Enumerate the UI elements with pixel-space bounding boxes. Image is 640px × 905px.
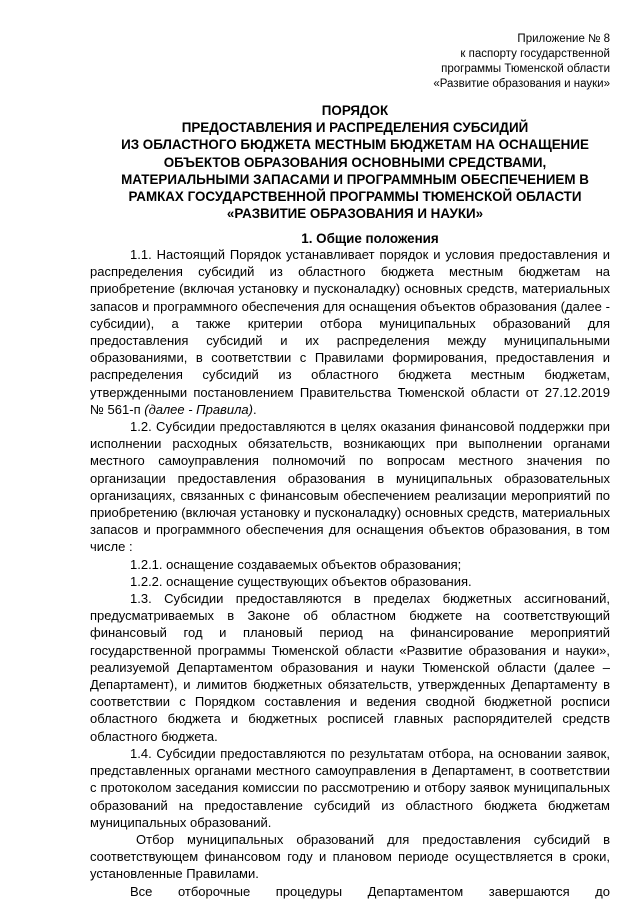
appendix-line: к паспорту государственной [460, 48, 610, 60]
title-line: РАМКАХ ГОСУДАРСТВЕННОЙ ПРОГРАММЫ ТЮМЕНСКОЙ ОБЛАСТИ [128, 189, 582, 205]
appendix-line: Приложение № 8 [517, 33, 610, 45]
document-title [60, 102, 640, 222]
appendix-line: «Развитие образования и науки» [433, 78, 610, 90]
paragraph-1-4: 1.4. Субсидии предоставляются по результатам отбора, на основании заявок, представленных органами местного самоуправления в Департамент, в соответствии с протоколом заседания комиссии по рассмотрению и отбору заявок муниципальных образований на предоставление субсидий из областного бюджета бюджетам муниципальных образований. [90, 745, 610, 830]
paragraph-1-3: 1.3. Субсидии предоставляются в пределах бюджетных ассигнований, предусматриваемых в Законе об областном бюджете на соответствующий финансовый год и плановый период на финансирование мероприятий государственной программы Тюменской области «Развитие образования и науки», реализуемой Департаментом образования и науки Тюменской области (далее – Департамент), и лимитов бюджетных обязательств, утвержденных Департаменту в соответствии с Порядком составления и ведения сводной бюджетной росписи областного бюджета и бюджетных росписей главных распорядителей средств областного бюджета. [90, 591, 610, 744]
paragraph-text: . [252, 401, 257, 417]
title-line: ПОРЯДОК [321, 103, 389, 118]
title-line: ОБЪЕКТОВ ОБРАЗОВАНИЯ ОСНОВНЫМИ СРЕДСТВАМИ, [163, 154, 547, 170]
paragraph-text: 1.1. Настоящий Порядок устанавливает порядок и условия предоставления и распределения субсидий из областного бюджета местным бюджетам на приобретение (включая установку и пусконаладку) основных средств, материальных запасов и программного обеспечения для оснащения объектов образования (далее - субсидии), а также критерии отбора муниципальных образований для предоставления субсидий и их распределения между муниципальными образованиями, в соответствии с Правилами формирования, предоставления и распределения субсидий из областного бюджета местным бюджетам, утвержденными постановлением Правительства Тюменской области от 27.12.2019 № 561-п [90, 247, 610, 417]
paragraph-last: Все отборочные процедуры Департаментом завершаются до [130, 883, 610, 899]
title-line: МАТЕРИАЛЬНЫМИ ЗАПАСАМИ И ПРОГРАММНЫМ ОБЕСПЕЧЕНИЕМ В [121, 171, 589, 187]
appendix-line: программы Тюменской области [441, 63, 610, 75]
section-heading: 1. Общие положения [301, 231, 439, 246]
paragraph-selection: Отбор муниципальных образований для предоставления субсидий в соответствующем финансовом году и плановом периоде осуществляется в сроки, установленные Правилами. [90, 831, 610, 882]
paragraph-1-2-1: 1.2.1. оснащение создаваемых объектов образования; [130, 556, 462, 572]
title-line: ИЗ ОБЛАСТНОГО БЮДЖЕТА МЕСТНЫМ БЮДЖЕТАМ НА ОСНАЩЕНИЕ [121, 137, 589, 153]
appendix-note [433, 32, 610, 92]
paragraph-1-1 [90, 246, 610, 418]
paragraph-italic-text: (далее - Правила) [144, 401, 253, 417]
paragraph-1-2-2: 1.2.2. оснащение существующих объектов образования. [130, 573, 472, 589]
title-line: ПРЕДОСТАВЛЕНИЯ И РАСПРЕДЕЛЕНИЯ СУБСИДИЙ [181, 120, 529, 136]
document-body [90, 246, 610, 900]
title-line: «РАЗВИТИЕ ОБРАЗОВАНИЯ И НАУКИ» [226, 206, 484, 222]
paragraph-1-2: 1.2. Субсидии предоставляются в целях оказания финансовой поддержки при исполнении расходных обязательств, возникающих при выполнении органами местного самоуправления полномочий по вопросам местного значения по организации предоставления образования в муниципальных образовательных организациях, связанных с финансовым обеспечением реализации мероприятий по приобретению (включая установку и пусконаладку) основных средств, материальных запасов и программного обеспечения для оснащения объектов образования, в том числе : [90, 419, 610, 555]
